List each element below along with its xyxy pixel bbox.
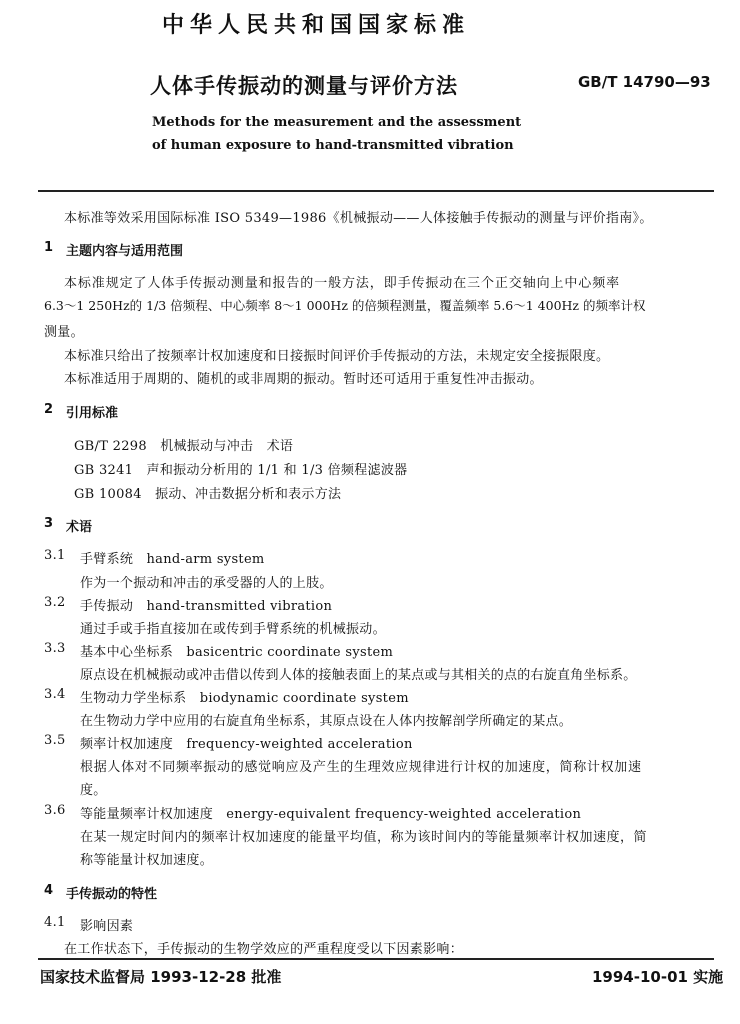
term-number: 3.5 bbox=[44, 733, 66, 748]
section-4-number: 4 bbox=[44, 883, 54, 898]
section-1-paragraph: 本标准适用于周期的、随机的或非周期的振动。暂时还可适用于重复性冲击振动。 bbox=[64, 372, 543, 387]
section-1-paragraph-line: 测量。 bbox=[44, 325, 84, 340]
term-heading: 频率计权加速度 frequency-weighted acceleration bbox=[80, 737, 413, 752]
section-1-paragraph: 本标准只给出了按频率计权加速度和日接振时间评价手传振动的方法，未规定安全接振限度。 bbox=[64, 349, 610, 364]
term-number: 3.4 bbox=[44, 687, 66, 702]
english-title-line-2: of human exposure to hand-transmitted vibration bbox=[152, 138, 514, 153]
section-1-number: 1 bbox=[44, 240, 54, 255]
term-number: 3.1 bbox=[44, 548, 66, 563]
header-rule bbox=[38, 190, 714, 192]
section-1-title: 主题内容与适用范围 bbox=[66, 244, 184, 259]
term-heading: 生物动力学坐标系 biodynamic coordinate system bbox=[80, 691, 409, 706]
english-title-line-1: Methods for the measurement and the assessment bbox=[152, 115, 522, 130]
section-1-paragraph-line: 本标准规定了人体手传振动测量和报告的一般方法，即手传振动在三个正交轴向上中心频率 bbox=[64, 276, 621, 291]
approval-line: 国家技术监督局 1993-12-28 批准 bbox=[40, 968, 282, 986]
term-number: 3.2 bbox=[44, 595, 66, 610]
section-3-number: 3 bbox=[44, 516, 54, 531]
section-2-number: 2 bbox=[44, 402, 54, 417]
reference-item: GB/T 2298 机械振动与冲击 术语 bbox=[74, 439, 294, 454]
implementation-line: 1994-10-01 实施 bbox=[592, 968, 724, 986]
subsection-title: 影响因素 bbox=[80, 919, 134, 934]
term-number: 3.6 bbox=[44, 803, 66, 818]
term-definition: 度。 bbox=[80, 783, 107, 798]
section-3-title: 术语 bbox=[66, 520, 93, 535]
term-definition: 称等能量计权加速度。 bbox=[80, 853, 214, 868]
reference-item: GB 10084 振动、冲击数据分析和表示方法 bbox=[74, 487, 342, 502]
term-heading: 等能量频率计权加速度 energy-equivalent frequency-weighted acceleration bbox=[80, 807, 582, 822]
term-definition: 作为一个振动和冲击的承受器的人的上肢。 bbox=[80, 576, 333, 591]
section-4-paragraph: 在工作状态下，手传振动的生物学效应的严重程度受以下因素影响： bbox=[64, 942, 464, 957]
term-definition: 通过手或手指直接加在或传到手臂系统的机械振动。 bbox=[80, 622, 386, 637]
section-1-paragraph-line: 6.3～1 250Hz的 1/3 倍频程、中心频率 8～1 000Hz 的倍频程测量，覆盖频率 5.6～1 400Hz 的频率计权 bbox=[44, 298, 646, 313]
term-heading: 基本中心坐标系 basicentric coordinate system bbox=[80, 645, 394, 660]
term-definition: 在某一规定时间内的频率计权加速度的能量平均值，称为该时间内的等能量频率计权加速度，简 bbox=[80, 830, 648, 845]
term-definition: 在生物动力学中应用的右旋直角坐标系，其原点设在人体内按解剖学所确定的某点。 bbox=[80, 714, 573, 729]
term-number: 3.3 bbox=[44, 641, 66, 656]
term-definition: 根据人体对不同频率振动的感觉响应及产生的生理效应规律进行计权的加速度，简称计权加速 bbox=[80, 760, 642, 775]
term-definition: 原点设在机械振动或冲击借以传到人体的接触表面上的某点或与其相关的点的右旋直角坐标系。 bbox=[80, 668, 637, 683]
term-heading: 手臂系统 hand-arm system bbox=[80, 552, 265, 567]
standard-number: GB/T 14790—93 bbox=[578, 73, 711, 91]
intro-paragraph: 本标准等效采用国际标准 ISO 5349—1986《机械振动——人体接触手传振动的测量与评价指南》。 bbox=[64, 211, 653, 226]
section-4-title: 手传振动的特性 bbox=[66, 887, 158, 902]
subsection-number: 4.1 bbox=[44, 915, 66, 930]
document-title: 人体手传振动的测量与评价方法 bbox=[150, 74, 458, 98]
issuing-authority: 中华人民共和国国家标准 bbox=[162, 13, 471, 38]
reference-item: GB 3241 声和振动分析用的 1/1 和 1/3 倍频程滤波器 bbox=[74, 463, 408, 478]
footer-rule bbox=[38, 958, 714, 960]
term-heading: 手传振动 hand-transmitted vibration bbox=[80, 599, 333, 614]
section-2-title: 引用标准 bbox=[66, 406, 119, 421]
